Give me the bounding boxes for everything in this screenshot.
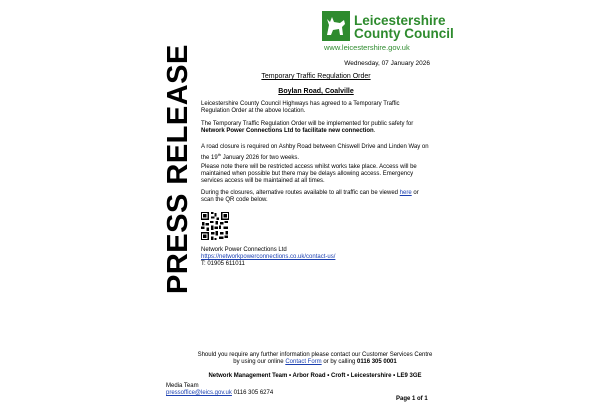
page-title: Temporary Traffic Regulation Order bbox=[261, 73, 371, 80]
media-team-phone: 0116 305 6274 bbox=[231, 390, 274, 397]
media-team-details bbox=[166, 390, 273, 397]
press-release-label: PRESS RELEASE bbox=[162, 44, 194, 294]
release-date: Wednesday, 07 January 2026 bbox=[344, 60, 430, 67]
contractor-phone: T: 01905 611011 bbox=[201, 261, 245, 268]
customer-services-line2 bbox=[150, 359, 480, 366]
paragraph-purpose bbox=[201, 121, 429, 135]
contractor-name: Network Power Connections Ltd bbox=[201, 247, 287, 253]
customer-services-note bbox=[150, 352, 480, 366]
paragraph-closure-text: A road closure is required on Ashby Road between Chiswell Drive and Linden Way on the 19 bbox=[201, 144, 429, 162]
team-address: Network Management Team • Arbor Road • Croft • Leicestershire • LE9 3GE bbox=[208, 373, 422, 379]
paragraph-purpose-text: The Temporary Traffic Regulation Order will be implemented for public safety for bbox=[201, 121, 414, 127]
media-team-contact bbox=[166, 383, 273, 398]
ordinal-suffix: th bbox=[217, 152, 222, 158]
contractor-contact-link[interactable]: https://networkpowerconnections.co.uk/contact-us/ bbox=[201, 254, 336, 261]
diversion-routes-link[interactable]: here bbox=[399, 190, 412, 196]
paragraph-agreement: Leicestershire County Council Highways has agreed to a Temporary Traffic Regulation Order at the above location. bbox=[201, 101, 400, 115]
paragraph-diversion-text: During the closures, alternative routes available to all traffic can be viewed bbox=[201, 190, 400, 196]
council-name-line2: County Council bbox=[354, 26, 454, 41]
paragraph-closure-end: January 2026 for two weeks. bbox=[221, 155, 300, 162]
paragraph-diversion-end: or scan the QR code below. bbox=[201, 190, 419, 204]
customer-services-line1: Should you require any further information please contact our Customer Services Centre bbox=[197, 352, 433, 358]
customer-services-or: or by calling bbox=[321, 359, 358, 366]
customer-services-text: by using our online bbox=[233, 359, 286, 366]
council-name-line1: Leicestershire bbox=[354, 13, 446, 28]
press-office-email-link[interactable]: pressoffice@leics.gov.uk bbox=[166, 390, 232, 397]
council-website[interactable]: www.leicestershire.gov.uk bbox=[324, 43, 410, 52]
page-number: Page 1 of 1 bbox=[396, 396, 428, 402]
qr-code-icon[interactable] bbox=[201, 212, 229, 240]
paragraph-purpose-bold: Network Power Connections Ltd to facilitate new connection bbox=[201, 128, 374, 135]
contact-form-link[interactable]: Contact Form bbox=[285, 359, 322, 366]
paragraph-closure bbox=[201, 144, 429, 162]
location-subtitle: Boylan Road, Coalville bbox=[278, 88, 354, 95]
media-team-label: Media Team bbox=[166, 383, 199, 389]
paragraph-purpose-end: . bbox=[373, 128, 376, 135]
council-name bbox=[354, 14, 454, 40]
paragraph-diversion bbox=[201, 190, 429, 204]
contractor-contact bbox=[201, 247, 401, 269]
leicestershire-fox-logo-icon bbox=[322, 11, 350, 41]
customer-services-phone: 0116 305 0001 bbox=[357, 359, 397, 366]
paragraph-access: Please note there will be restricted access whilst works take place. Access will be maintained when possible but there may be delays allowing access. Emergency services access will be maintained at all times. bbox=[201, 164, 417, 185]
